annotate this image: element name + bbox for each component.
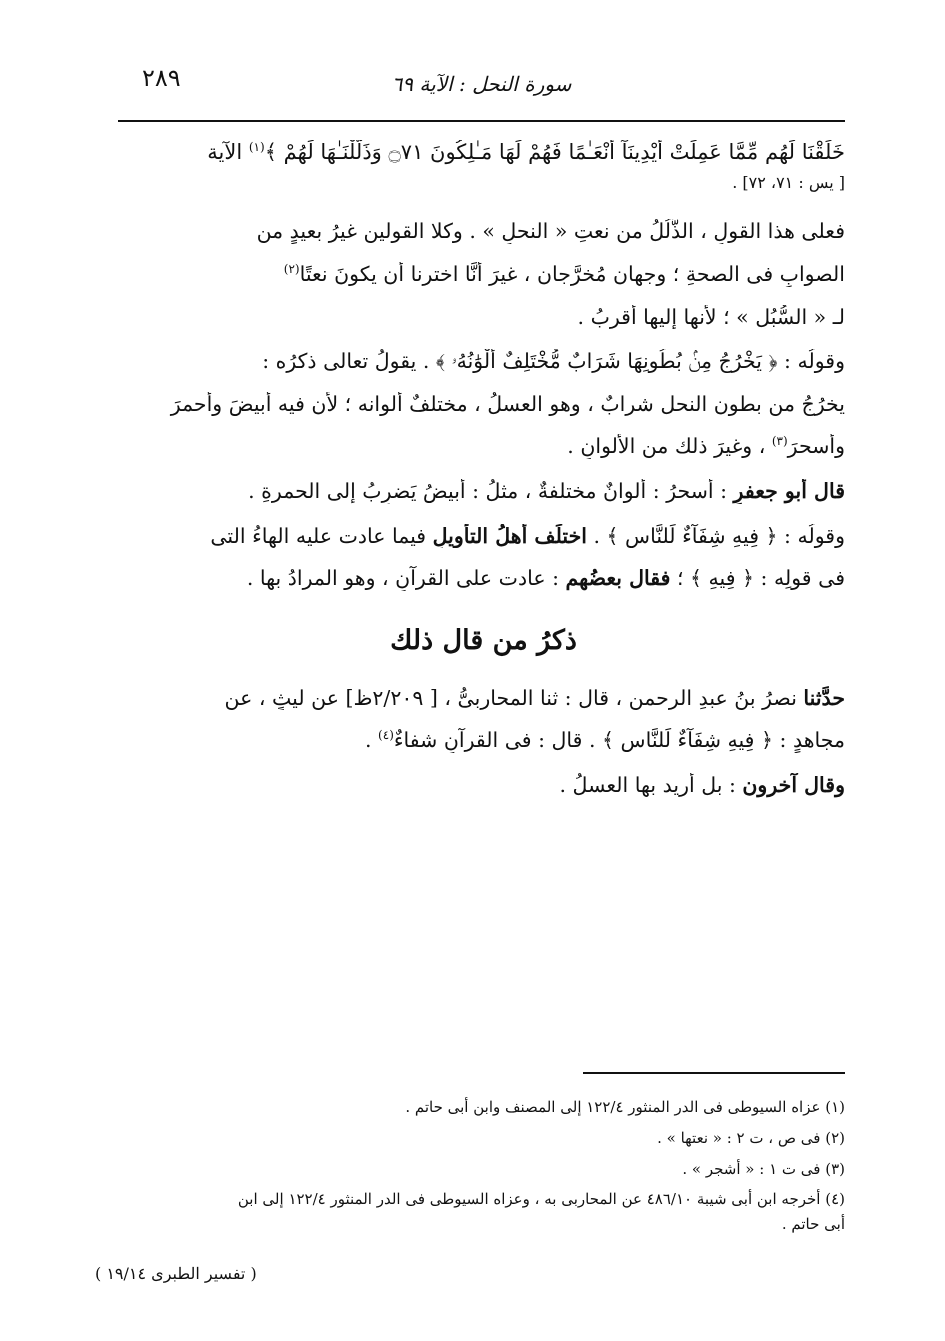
speaker-label: وقال آخرون [742, 772, 845, 797]
paragraph-line [122, 524, 845, 549]
paragraph-line: وقولُه : ﴿ يَخْرُجُ مِنۢ بُطُونِهَا شَرَابٌ مُّخْتَلِفٌ أَلْوَٰنُهُۥ ﴾ . يقولُ تعالى ذكرُه : [262, 349, 845, 374]
footnote: (٣) فى ت ١ : « أشجر » . [682, 1159, 845, 1178]
page-footer: ( تفسير الطبرى ١٩/١٤ ) [95, 1264, 257, 1283]
text-span: الصوابِ فى الصحةِ ؛ وجهان مُخرَّجان ، غيرَ أنَّا اخترنا أن يكونَ نعتًا [299, 261, 845, 286]
text-span: : أسحرُ : ألوانٌ مختلفةٌ ، مثلُ : أبيضُ يَضرِبُ إلى الحمرةِ . [248, 478, 734, 503]
footnotes [122, 1098, 845, 1234]
text-span: وأسحرَ [787, 434, 845, 459]
paragraph-line: لـ « السُّبُلِ » ؛ لأنها إليها أقربُ . [577, 304, 845, 329]
section-heading: ذكرُ من قال ذلك [390, 624, 577, 656]
verse-tail: الآية [207, 140, 249, 164]
paragraph-line [122, 773, 845, 798]
speaker-label: قال أبو جعفرٍ [733, 478, 845, 503]
paragraph-line [122, 434, 845, 459]
text-span: وقولُه : ﴿ فِيهِ شِفَآءٌ لِّلنَّاسِ ﴾ . [586, 523, 845, 548]
header-rule [118, 120, 845, 122]
running-title: سورة النحل : الآية ٦٩ [391, 72, 572, 96]
paragraph-line: فعلى هذا القولِ ، الذُّلُلُ من نعتِ « النحلِ » . وكلا القولين غيرُ بعيدٍ من [256, 219, 845, 244]
footnote-ref: (٤) [378, 728, 394, 743]
page-header [118, 58, 845, 108]
verse-text: خَلَقْنَا لَهُم مِّمَّا عَمِلَتْ أَيْدِينَآ أَنْعَـٰمًا فَهُمْ لَهَا مَـٰلِكُونَ ۝٧١ وَذَلَّلْنَـٰهَا لَهُمْ ﴾ [264, 140, 845, 164]
text-span: : عادت على القرآنِ ، وهو المرادُ بها . [246, 566, 566, 591]
footnote: (٢) فى ص ، ت ٢ : « نعتها » . [657, 1128, 845, 1147]
paragraph-line [122, 566, 845, 591]
text-span: ، وغيرَ ذلك من الألوانِ . [567, 434, 772, 459]
paragraph-line [122, 262, 845, 287]
bold-phrase: اختلَف أهلُ التأويلِ [432, 523, 587, 548]
footnote: أبى حاتم . [781, 1215, 845, 1233]
text-span: مجاهدٍ : ﴿ فِيهِ شِفَآءٌ لِّلنَّاسِ ﴾ . قال : فى القرآنِ شفاءٌ [393, 728, 845, 753]
main-text [122, 132, 845, 798]
text-span: . [365, 728, 379, 753]
paragraph-line: يخرُجُ من بطونِ النحلِ شرابٌ ، وهو العسلُ ، مختلفٌ ألوانه ؛ لأن فيه أبيضَ وأحمرَ [170, 391, 845, 416]
footnote: (١) عزاه السيوطى فى الدر المنثور ١٢٢/٤ إلى المصنف وابن أبى حاتم . [405, 1098, 845, 1116]
text-span: فى قولِه : ﴿ فِيهِ ﴾ ؛ [670, 566, 845, 591]
isnad-label: حدَّثنا [803, 685, 845, 710]
text-span: نصرُ بنُ عبدِ الرحمنِ ، قال : ثنا المحاربىُّ ، [ ٢/٢٠٩ظ] عن ليثٍ ، عن [224, 685, 804, 710]
page-number: ٢٨٩ [142, 64, 181, 92]
footnote-ref: (١) [248, 140, 265, 154]
paragraph-line [122, 479, 845, 504]
verse-reference: [ يس : ٧١، ٧٢] . [732, 173, 845, 193]
text-span: : بل أُريد بها العسلُ . [559, 772, 743, 797]
footnote-ref: (٣) [771, 434, 788, 449]
paragraph-line [122, 686, 845, 711]
footnote-ref: (٢) [283, 262, 300, 277]
footnote: (٤) أخرجه ابن أبى شيبة ٤٨٦/١٠ عن المحاربى به ، وعزاه السيوطى فى الدر المنثور ١٢٢/٤ إلى ابن [237, 1190, 845, 1209]
paragraph-line [122, 728, 845, 753]
footnote-rule [583, 1072, 845, 1074]
text-span: فيما عادت عليه الهاءُ التى [210, 523, 433, 548]
verse-line [122, 140, 845, 165]
bold-phrase: فقال بعضُهم [565, 566, 671, 591]
